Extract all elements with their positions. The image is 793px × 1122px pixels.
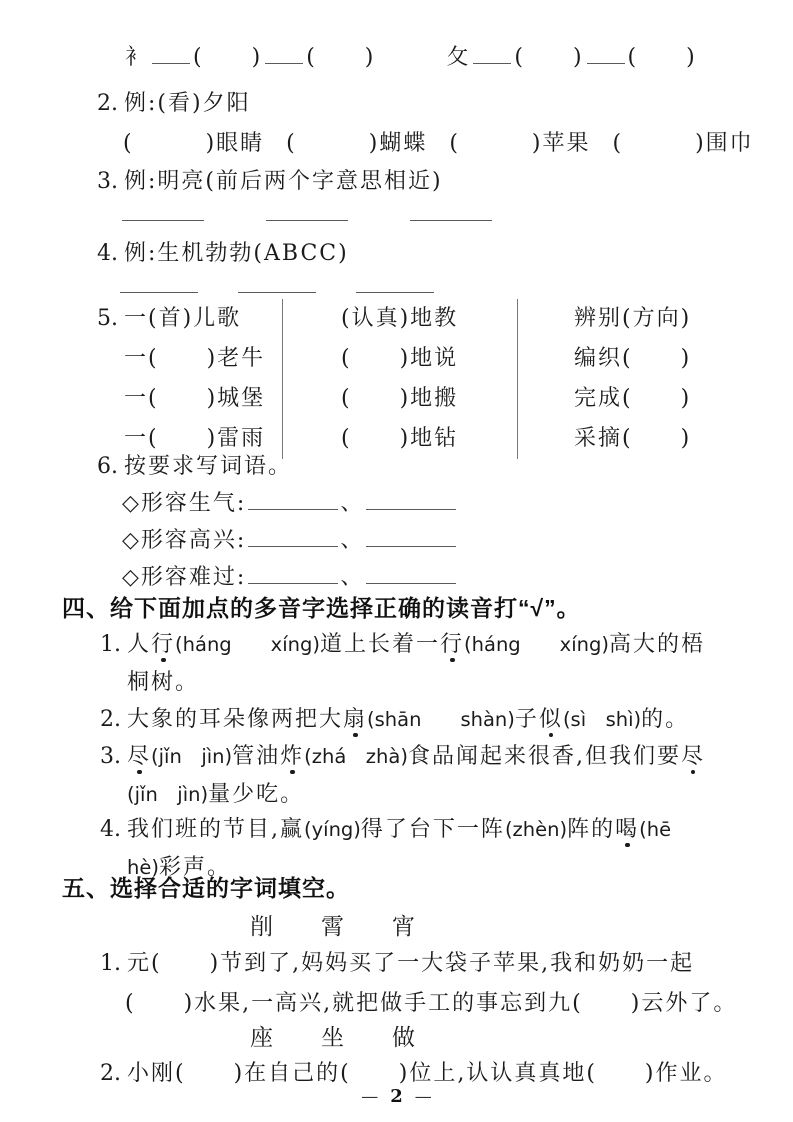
paren-word-item: ( )蝴蝶 <box>286 131 428 156</box>
fill-blank <box>265 41 303 64</box>
fill-blank <box>366 524 456 547</box>
question-title: 按要求写词语。 <box>124 454 293 479</box>
sentence-line <box>100 700 689 740</box>
sentence-line <box>100 810 671 850</box>
q6-title-line <box>97 447 292 487</box>
q5-cell: 一( )老牛 <box>124 346 266 371</box>
q3-blanks-row <box>122 198 492 224</box>
word-bank-option: 坐 <box>321 1025 346 1051</box>
q5-cell: (认真)地教 <box>341 306 459 331</box>
pinyin-text: (zhá zhà) <box>304 745 408 768</box>
sentence-line <box>125 984 737 1024</box>
q5-column-2 <box>282 299 517 459</box>
list-separator: 、 <box>340 565 365 590</box>
q5-cell: 一( )雷雨 <box>124 426 266 451</box>
paren-blank: ( ) <box>627 45 697 70</box>
q6-item-happy <box>122 521 458 561</box>
word-bank-1 <box>250 907 417 947</box>
q5-cell: 一(首)儿歌 <box>124 306 242 331</box>
question-number: 5. <box>97 306 118 331</box>
word-bank-option: 削 <box>250 914 275 940</box>
sentence-text: 元( )节到了,妈妈买了一大袋子苹果,我和奶奶一起 <box>127 951 695 976</box>
word-bank-option: 宵 <box>392 914 417 940</box>
footer-dash: — <box>414 1087 432 1107</box>
sentence-text: ( )水果,一高兴,就把做手工的事忘到九( )云外了。 <box>125 991 738 1016</box>
question-number: 1. <box>100 951 121 976</box>
paren-blank: ( ) <box>193 45 263 70</box>
emphasized-char: 行 <box>151 625 175 665</box>
question-number: 2. <box>100 707 121 732</box>
q6-item-angry <box>122 484 458 524</box>
fill-blank <box>238 270 316 293</box>
pinyin-text: (yíng) <box>304 818 361 841</box>
item-label: ◇形容难过: <box>122 565 247 590</box>
sentence-text: hè)彩声。 <box>127 855 231 880</box>
q5-cell: 完成( ) <box>574 386 692 411</box>
sentence-line <box>100 944 694 984</box>
fill-blank <box>356 270 434 293</box>
q5-cell: 编织( ) <box>574 346 692 371</box>
pinyin-text: (hē <box>639 818 672 841</box>
sentence-line <box>100 737 705 777</box>
question-number: 2. <box>100 1061 121 1086</box>
word-bank-option: 霄 <box>321 914 346 940</box>
q5-column-3 <box>517 299 737 459</box>
q5-table <box>97 299 737 459</box>
emphasized-char: 尽 <box>127 737 151 777</box>
fill-blank <box>248 561 338 584</box>
q1-radical-row <box>125 38 697 78</box>
list-separator: 、 <box>340 528 365 553</box>
sentence-line <box>127 775 304 815</box>
sentence-text: 我们班的节目,赢(yíng)得了台下一阵(zhèn)阵的喝(hē <box>127 817 671 842</box>
section5-heading: 五、选择合适的字词填空。 <box>62 875 350 901</box>
pinyin-text: (zhèn) <box>504 818 568 841</box>
q4-blanks-row <box>120 270 434 296</box>
radical-char: 衤 <box>125 45 150 70</box>
example-text: 例:明亮(前后两个字意思相近) <box>124 169 443 194</box>
fill-blank <box>410 198 492 221</box>
paren-blank: ( ) <box>306 45 376 70</box>
sentence-text: 小刚( )在自己的( )位上,认认真真地( )作业。 <box>127 1061 728 1086</box>
fill-blank <box>248 524 338 547</box>
q5-cell: 辨别(方向) <box>574 306 692 331</box>
radical-group-1 <box>125 45 384 70</box>
paren-word-item: ( )苹果 <box>449 131 591 156</box>
pinyin-text: (jǐn jìn) <box>151 745 233 768</box>
sentence-text: (jǐn jìn)量少吃。 <box>127 782 305 807</box>
fill-blank <box>266 198 348 221</box>
q5-column-1 <box>124 299 282 459</box>
q2-items-row <box>123 124 754 164</box>
item-label: ◇形容生气: <box>122 491 247 516</box>
fill-blank <box>248 487 338 510</box>
fill-blank <box>473 41 511 64</box>
question-number: 2. <box>97 91 118 116</box>
emphasized-char: 似 <box>539 700 563 740</box>
q4-example-line <box>97 234 349 274</box>
item-label: ◇形容高兴: <box>122 528 247 553</box>
q5-cell: ( )地钻 <box>341 426 459 451</box>
radical-group-2 <box>446 45 696 70</box>
question-number: 6. <box>97 454 118 479</box>
page-footer <box>0 1086 793 1107</box>
fill-blank <box>366 561 456 584</box>
pinyin-text: (shān shàn) <box>367 708 515 731</box>
list-separator: 、 <box>340 491 365 516</box>
sentence-line <box>100 625 705 665</box>
pinyin-text: (sì shì) <box>562 708 642 731</box>
sentence-text: 桐树。 <box>127 670 200 695</box>
emphasized-char: 炸 <box>280 737 304 777</box>
question-number: 4. <box>97 241 118 266</box>
fill-blank <box>122 198 204 221</box>
word-bank-option: 座 <box>250 1025 275 1051</box>
question-number: 1. <box>100 632 121 657</box>
sentence-text: 尽(jǐn jìn)管油炸(zhá zhà)食品闻起来很香,但我们要尽 <box>127 744 705 769</box>
q5-cell: ( )地说 <box>341 346 459 371</box>
pinyin-text: (háng xíng) <box>464 633 609 656</box>
fill-blank <box>120 270 198 293</box>
q3-example-line <box>97 162 443 202</box>
q5-cell: ( )地搬 <box>341 386 459 411</box>
pinyin-text: hè) <box>127 856 159 879</box>
paren-word-item: ( )眼睛 <box>123 131 265 156</box>
pinyin-text: (háng xíng) <box>175 633 320 656</box>
example-text: 例:(看)夕阳 <box>124 91 251 116</box>
word-bank-2 <box>250 1018 417 1058</box>
sentence-text: 大象的耳朵像两把大扇(shān shàn)子似(sì shì)的。 <box>127 707 689 732</box>
radical-char: 攵 <box>446 45 471 70</box>
fill-blank <box>366 487 456 510</box>
page-number: 2 <box>390 1086 403 1107</box>
sentence-text: 人行(háng xíng)道上长着一行(háng xíng)高大的梧 <box>127 632 705 657</box>
footer-dash: — <box>361 1087 379 1107</box>
example-text: 例:生机勃勃(ABCC) <box>124 241 349 266</box>
emphasized-char: 行 <box>440 625 464 665</box>
word-bank-option: 做 <box>392 1025 417 1051</box>
emphasized-char: 扇 <box>343 700 367 740</box>
q5-cell: 一( )城堡 <box>124 386 266 411</box>
q2-example-line <box>97 84 251 124</box>
paren-blank: ( ) <box>514 45 584 70</box>
fill-blank <box>152 41 190 64</box>
emphasized-char: 喝 <box>615 810 639 850</box>
sentence-line <box>127 663 199 703</box>
pinyin-text: (jǐn jìn) <box>127 783 209 806</box>
paren-word-item: ( )围巾 <box>612 131 754 156</box>
q5-cell: 采摘( ) <box>574 426 692 451</box>
question-number: 4. <box>100 817 121 842</box>
question-number: 3. <box>97 169 118 194</box>
emphasized-char: 尽 <box>681 737 705 777</box>
fill-blank <box>587 41 625 64</box>
question-number: 3. <box>100 744 121 769</box>
section4-heading: 四、给下面加点的多音字选择正确的读音打“√”。 <box>62 595 581 621</box>
